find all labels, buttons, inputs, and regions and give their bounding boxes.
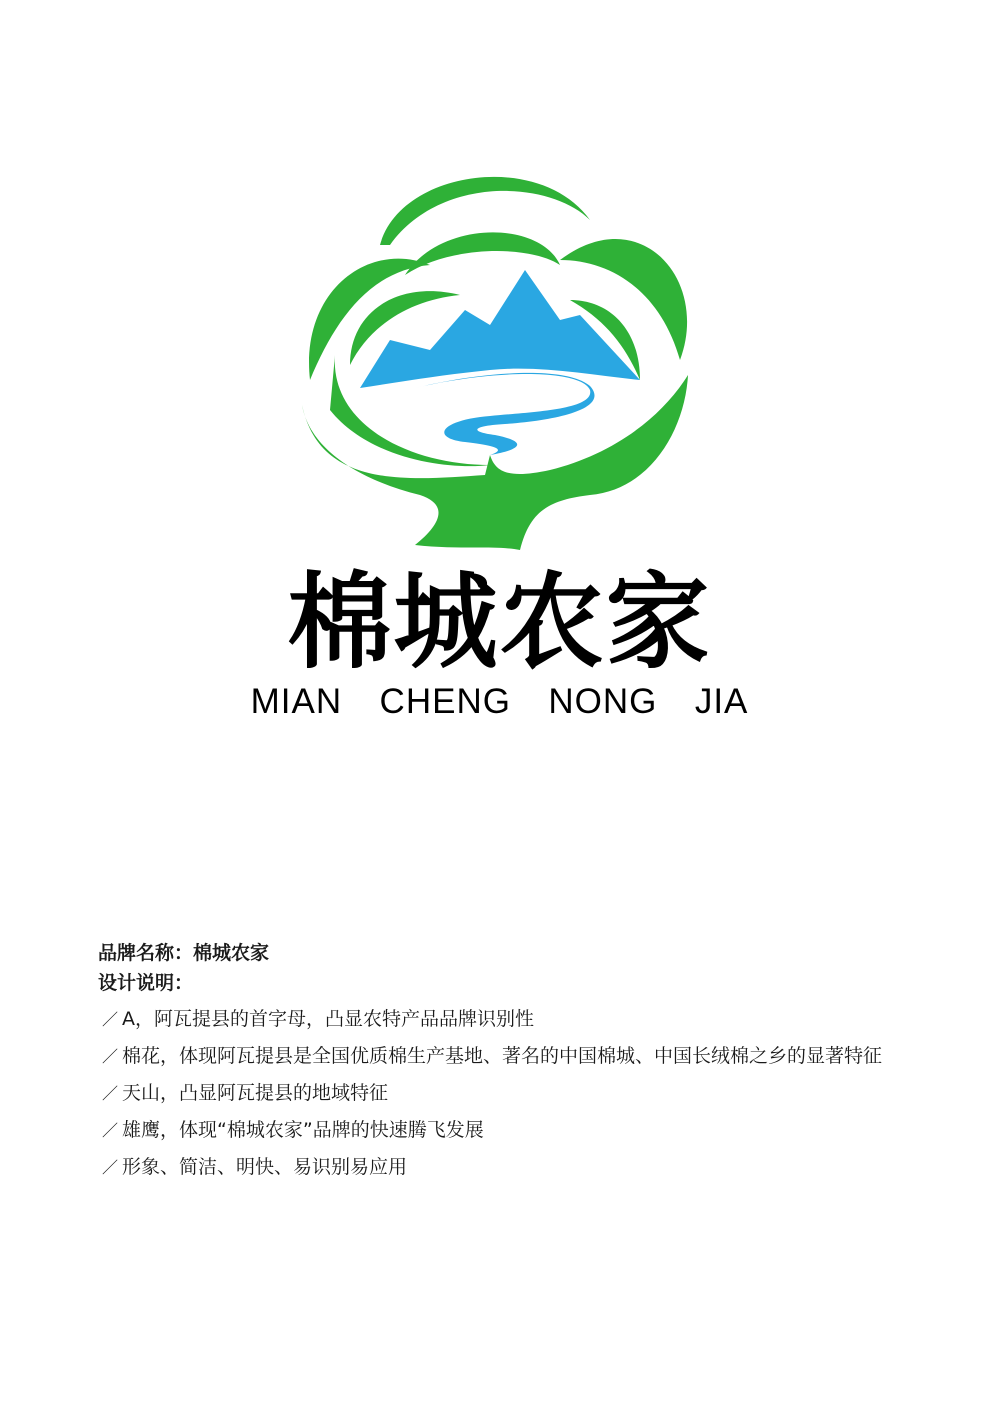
bullet-slash: ／ <box>102 1010 119 1029</box>
bullet-slash: ／ <box>102 1047 119 1066</box>
list-item-text: 棉花，体现阿瓦提县是全国优质棉生产基地、著名的中国棉城、中国长绒棉之乡的显著特征 <box>122 1045 883 1067</box>
brand-logo <box>290 150 710 570</box>
cotton-mountain-river-logo-icon <box>290 150 710 570</box>
design-description <box>98 938 908 1187</box>
list-item-text: A，阿瓦提县的首字母，凸显农特产品品牌识别性 <box>122 1008 535 1030</box>
brand-pinyin: MIAN CHENG NONG JIA <box>250 682 749 721</box>
bullet-slash: ／ <box>102 1084 119 1103</box>
list-item <box>98 1076 908 1111</box>
list-item <box>98 1113 908 1148</box>
brand-chinese-name: 棉城农家 <box>287 561 712 683</box>
list-item <box>98 1039 908 1074</box>
list-item-text: 形象、简洁、明快、易识别易应用 <box>122 1156 408 1178</box>
mountain-range <box>360 270 640 388</box>
bullet-slash: ／ <box>102 1158 119 1177</box>
list-item <box>98 1002 908 1037</box>
bullet-slash: ／ <box>102 1121 119 1140</box>
brand-name-line: 品牌名称：棉城农家 <box>98 942 270 964</box>
list-item-text: 雄鹰，体现“棉城农家”品牌的快速腾飞发展 <box>122 1119 484 1141</box>
design-heading: 设计说明： <box>98 972 194 994</box>
cotton-middle-arc <box>405 232 560 275</box>
list-item <box>98 1150 908 1185</box>
winding-river <box>415 373 594 455</box>
cotton-bowl <box>302 375 688 550</box>
list-item-text: 天山，凸显阿瓦提县的地域特征 <box>122 1082 389 1104</box>
design-points-list <box>98 1002 908 1185</box>
